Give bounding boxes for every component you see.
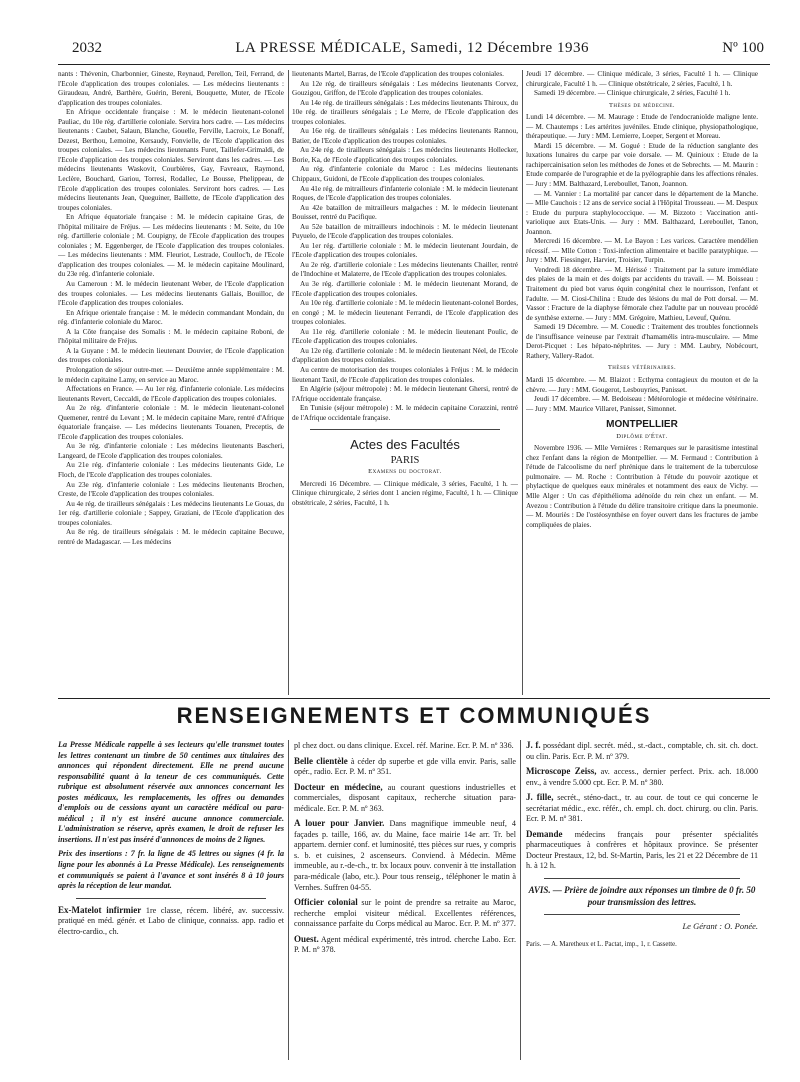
- column-paragraph: Au 4e rég. de tirailleurs sénégalais : Les médecins lieutenants Le Gouas, du 1er rég. d'artillerie coloniale ; Sappey, Graziani, de l'Ecole d'application des troupes coloniales.: [58, 499, 284, 527]
- thesis-entry: Lundi 14 décembre. — M. Maurage : Etude de l'endocranioïde maligne lente. — M. Chautemps : Les artérites juvéniles. Etude clinique, physiopathologique, thérapeutique. — Jury : MM. Lemierre, Loeper, Sergent et Moreau.: [526, 113, 758, 141]
- notice-text: La Presse Médicale rappelle à ses lecteurs qu'elle transmet toutes les lettres contenant un timbre de 50 centimes aux titulaires des annonces qui répondent directement. Elle ne prend aucune responsabilité quant à la teneur de ces communiqués. Cette rubrique est absolument réservée aux annonces concernant les postes médicaux, les remplacements, les offres ou demandes d'emplois ou de cessions ayant un caractère médical ou para-médical ; il n'y est inséré aucune annonce commerciale. L'administration se réserve, après examen, le droit de refuser les insertions. Il n'est pas inséré d'annonces de moins de 2 lignes.: [58, 740, 284, 844]
- column-paragraph: Au 12e rég. de tirailleurs sénégalais : Les médecins lieutenants Corvez, Gouzigou, Griffon, de l'Ecole d'application des troupes coloniales.: [292, 79, 518, 98]
- column-paragraph: En Afrique orientale française : M. le médecin commandant Mondain, du rég. d'infanterie coloniale du Maroc.: [58, 308, 284, 327]
- montpellier-title: MONTPELLIER: [606, 419, 678, 431]
- column-paragraph: Au Cameroun : M. le médecin lieutenant Weber, de l'Ecole d'application des troupes coloniales. — Les médecins lieutenants Gallais, Bouilloc, de l'Ecole d'application des troupes coloniales.: [58, 280, 284, 308]
- price-text: Prix des insertions : 7 fr. la ligne de 45 lettres ou signes (4 fr. la ligne pour les abonnés à La Presse Médicale). Les renseignements et communiqués se paient à l'avance et sont insérés 8 à 10 jours après la réception de leur mandat.: [58, 849, 284, 891]
- column-paragraph: Au 2e rég. d'artillerie coloniale : Les médecins lieutenants Chailler, rentré de l'Indochine et Malaterre, de l'Ecole d'application des troupes coloniales.: [292, 260, 518, 279]
- banner-rule: [58, 698, 770, 699]
- thesis-entry: Mardi 15 décembre. — M. Gogué : Etude de la réduction sanglante des luxations lunaires du carpe par voie dorsale. — M. Quinioux : Etude de la rachipercainisation selon les méthodes de Jones et de Sebrechts. — M. Maurin : Etude comparée de l'urographie et de la pyélographie dans les affections rénales. — Jury : MM. Balthazard, Lereboullet, Tanon, Joannon.: [526, 141, 758, 189]
- column-divider: [520, 740, 521, 1060]
- column-2: [292, 70, 518, 695]
- classified-ad: [526, 792, 758, 825]
- ad-lead: Belle clientèle: [294, 755, 348, 766]
- avis-notice: AVIS. — Prière de joindre aux réponses un timbre de 0 fr. 50 pour transmission des lettres.: [528, 885, 756, 907]
- classified-ad: [294, 756, 516, 778]
- column-paragraph: Au 3e rég. d'infanterie coloniale : Les médecins lieutenants Bascheri, Langeard, de l'Ecole d'application des troupes coloniales.: [58, 442, 284, 460]
- column-divider: [522, 70, 523, 695]
- actes-city: PARIS: [390, 454, 420, 466]
- column-paragraph: A la Guyane : M. le médecin lieutenant Douvier, de l'Ecole d'application des troupes coloniales.: [58, 346, 284, 365]
- journal-title: LA PRESSE MÉDICALE, Samedi, 12 Décembre 1936: [235, 40, 589, 56]
- column-paragraph: Au 52e bataillon de mitrailleurs indochinois : M. le médecin lieutenant Puyuelo, de l'Ecole d'application des troupes coloniales.: [292, 222, 518, 241]
- column-paragraph: Samedi 19 décembre. — Clinique chirurgicale, 2 séries, Faculté 1 h.: [534, 89, 731, 98]
- column-divider: [288, 70, 289, 695]
- ad-lead: A louer pour Janvier.: [294, 818, 385, 829]
- theses-veterinaires-heading: Thèses vétérinaires.: [607, 364, 677, 372]
- ad-text: av. access., dernier perfect. Prix. ach. 18.000 env., à vendre 5.000 cpt. Ecr. P. M. nº 380.: [526, 767, 759, 787]
- announcements-column-1: [58, 740, 284, 941]
- ad-lead: Demande: [526, 828, 563, 839]
- thesis-entry: Jeudi 17 décembre. — M. Bedoiseau : Météorologie et médecine vétérinaire. — Jury : MM. Maurice Villaret, Panisset, Simonnet.: [526, 395, 758, 413]
- thesis-entry: Vendredi 18 décembre. — M. Hérissé : Traitement par la suture immédiate des plaies de la main et des doigts par accidents du travail. — M. Boisseau : Traitement du pied bot varus équin congénital chez le nourrisson, l'enfant et l'adulte. — M. Ciosi-Chilina : Etude des lésions du mal de Pott dorsal. — M. Vassor : Fracture de la diaphyse fémorale chez l'adulte par un nouveau procédé de synthèse externe. — Jury : MM. Grégoire, Mathieu, Leveuf, Quénu.: [526, 265, 758, 322]
- column-paragraph: Au 23e rég. d'infanterie coloniale : Les médecins lieutenants Brochen, Creste, de l'Ecole d'application des troupes coloniales.: [58, 480, 284, 499]
- ad-text: secrét., sténo-dact., tr. au cour. de tout ce qui concerne le secrétariat médic., exc. référ., ch. empl. ch. doct. chirurg. ou clin. Paris. Ecr. P. M. nº 381.: [526, 793, 758, 824]
- column-paragraph: Au 12e rég. d'artillerie coloniale : M. le médecin lieutenant Néel, de l'Ecole d'application des troupes coloniales.: [292, 346, 518, 365]
- column-paragraph: A la Côte française des Somalis : M. le médecin capitaine Roboni, de l'hôpital militaire de Fréjus.: [58, 327, 284, 346]
- ad-lead: Ex-Matelot infirmier: [58, 904, 142, 915]
- ad-text: sur le point de prendre sa retraite au Maroc, recherche emploi visiteur médical. Excellentes références, connaissance parfaite du Corps médical au Maroc. Ecr. P. M. nº 377.: [294, 898, 517, 929]
- classified-ad: [526, 829, 758, 872]
- column-paragraph: Au 24e rég. de tirailleurs sénégalais : Les médecins lieutenants Hollecker, Borie, Ka, de l'Ecole d'application des troupes coloniales.: [292, 146, 518, 164]
- header-rule: [58, 64, 770, 65]
- column-paragraph: Au centre de motorisation des troupes coloniales à Fréjus : M. le médecin lieutenant Taxil, de l'Ecole d'application des troupes coloniales.: [292, 365, 518, 384]
- ad-lead: Docteur en médecine,: [294, 781, 383, 792]
- ad-lead: Ouest.: [294, 933, 319, 944]
- theses-medecine-list: [526, 113, 758, 361]
- column-paragraph: Au 3e rég. d'artillerie coloniale : M. le médecin lieutenant Morand, de l'Ecole d'application des troupes coloniales.: [292, 280, 518, 298]
- renseignements-banner: RENSEIGNEMENTS ET COMMUNIQUÉS: [176, 703, 652, 728]
- classified-ad: [526, 740, 758, 762]
- column-paragraph: Au 16e rég. de tirailleurs sénégalais : Les médecins lieutenants Rannou, Batier, de l'Ecole d'application des troupes coloniales.: [292, 127, 518, 145]
- avis-rule: [544, 914, 740, 915]
- column-paragraph: Affectations en France. — Au 1er rég. d'infanterie coloniale. Les médecins lieutenants Revert, Ceccaldi, de l'Ecole d'application des troupes coloniales.: [58, 385, 284, 403]
- column-paragraph: Prolongation de séjour outre-mer. — Deuxième année supplémentaire : M. le médecin capitaine Lamy, en service au Maroc.: [58, 365, 284, 384]
- actes-title: Actes des Facultés: [350, 437, 460, 453]
- actes-subtitle: Examens du doctorat.: [368, 468, 442, 476]
- column-paragraph: En Afrique occidentale française : M. le médecin lieutenant-colonel Pauliac, du 10e rég. d'artillerie coloniale. Servira hors cadre. — Les médecins lieutenants : Caubet, Salaun, Blanche, Gouelle, Ferville, Lacroix, Le Bonaff, Dezest, Berthou, Lemoine, Kersaudy, Fonvielle, de l'Ecole d'application des troupes coloniales. — Les médecins lieutenants Furet, Taillefer-Grimaldi, de l'Ecole d'application des troupes coloniales. Serviront dans les cadres. — Les médecins lieutenants Waskovit, Courbières, Gay, Favreaux, Raymond, Leclère, Bouchard, Gariou, Torresi, Rodallec, Le Bousse, Phelippeau, de l'Ecole d'application des troupes coloniales. Serviront hors cadres. — Les médecins lieutenants Jean, Queguiner, Baillette, de l'Ecole d'application des troupes coloniales.: [58, 108, 284, 212]
- page-number: 2032: [72, 40, 102, 56]
- ad-text: à céder dp superbe et gde villa envir. Paris, salle opér., radio. Ecr. P. M. nº 351.: [294, 756, 517, 777]
- classified-ad: [526, 766, 758, 788]
- avis-rule: [544, 878, 740, 879]
- classified-ad: [294, 782, 516, 815]
- classified-ad: [294, 818, 516, 893]
- column-paragraph: Au rég. d'infanterie coloniale du Maroc : Les médecins lieutenants Chippaux, Guidoni, de l'Ecole d'application des troupes coloniales.: [292, 165, 518, 184]
- ad-lead: J. fille,: [526, 792, 554, 803]
- issue-number: Nº 100: [722, 40, 764, 56]
- ad-text: au courant questions industrielles et commerciales, disposant capitaux, recherche situation para-médicale. Ecr. P. M. nº 363.: [294, 782, 517, 813]
- montpellier-subtitle: Diplôme d'État.: [616, 432, 668, 440]
- ad-text: 1re classe, récem. libéré, av. successiv. pratiqué en méd. génér. et Labo de clinique, connaiss. app. radio et électro-cardio., ch.: [58, 905, 285, 936]
- column-divider: [288, 740, 289, 1060]
- thesis-entry: Mercredi 16 décembre. — M. Le Bayon : Les varices. Caractère mendélien récessif. — Mlle Cotton : Toxi-infection alimentaire et bacille paratyphique. — Jury : MM. Fiessinger, Harvier, Troisier, Turpin.: [526, 237, 758, 265]
- ad-text: médecins français pour présenter spécialités pharmaceutiques à confrères et hôpitaux province. Se présenter Docteur Prestaux, 12, bd. St-Martin, Paris, les 21 et 22 Décembre de 11 h. à 12 h.: [526, 829, 759, 871]
- column-paragraph: Au 41e rég. de mitrailleurs d'infanterie coloniale : M. le médecin lieutenant Roques, de l'Ecole d'application des troupes coloniales.: [292, 184, 518, 203]
- column-paragraph: Au 14e rég. de tirailleurs sénégalais : Les médecins lieutenants Thiroux, du 10e rég. de tirailleurs sénégalais ; Le Merre, de l'Ecole d'application des troupes coloniales.: [292, 98, 518, 126]
- ad-text: pl chez doct. ou dans clinique. Excel. réf. Marine. Ecr. P. M. nº 336.: [294, 741, 514, 750]
- section-divider: [310, 429, 500, 430]
- page-header: [72, 40, 764, 62]
- printer-imprint: Paris. — A. Maretheux et L. Pactat, imp., 1, r. Cassette.: [526, 940, 677, 948]
- classified-ad: [294, 897, 516, 930]
- actes-text: Mercredi 16 Décembre. — Clinique médicale, 3 séries, Faculté, 1 h. — Clinique chirurgicale, 2 séries dont 1 ancien régime, Faculté, 1 h. — Clinique obstétricale, 2 séries, Faculté, 1 h.: [292, 479, 518, 507]
- column-1: [58, 70, 284, 695]
- ad-lead: Microscope Zeiss,: [526, 766, 597, 777]
- column-paragraph: En Afrique équatoriale française : M. le médecin capitaine Gras, de l'hôpital militaire de Fréjus. — Les médecins lieutenants : M. Seite, du 10e rég. d'artillerie coloniale ; M. Coupigny, de l'Ecole d'application des troupes coloniales ; M. Eggenberger, de l'Ecole d'application des troupes coloniales. — Les médecins lieutenants : MM. Fleuriot, Lestrade, Coulloc'h, de l'Ecole d'application des troupes coloniales. — M. le médecin capitaine Moulinard, du 23e rég. d'infanterie coloniale.: [58, 213, 284, 279]
- column-paragraph: Au 21e rég. d'infanterie coloniale : Les médecins lieutenants Gide, Le Floch, de l'Ecole d'application des troupes coloniales.: [58, 461, 284, 479]
- column-paragraph: lieutenants Martel, Barras, de l'Ecole d'application des troupes coloniales.: [292, 70, 504, 78]
- column-3: [526, 70, 758, 695]
- classified-ad: [58, 905, 284, 938]
- ad-text: Agent médical expérimenté, très introd. cherche Labo. Ecr. P. M. nº 378.: [294, 934, 517, 955]
- classified-ad: [294, 934, 516, 956]
- theses-veterinaires-list: [526, 376, 758, 414]
- announcements-column-3: [526, 740, 758, 950]
- column-paragraph: En Tunisie (séjour métropole) : M. le médecin capitaine Corazzini, rentré de l'Afrique occidentale française.: [292, 404, 518, 422]
- column-2-text: [292, 70, 518, 423]
- column-paragraph: En Algérie (séjour métropole) : M. le médecin lieutenant Ghersi, rentré de l'Afrique occidentale française.: [292, 385, 518, 403]
- ad-lead: Officier colonial: [294, 897, 358, 908]
- montpellier-text: Novembre 1936. — Mlle Vernières : Remarques sur le parasitisme intestinal chez l'enfant dans la région de Montpellier. — M. Fermaud : Contribution à l'étude de l'alcoolisme du nerf phrénique dans le traitement de la tuberculose pulmonaire. — M. Roche : Contribution à l'étude du pouvoir azotique et phylactique de quelques eaux minérales et notamment des eaux de Vichy. — Mlle Alger : Un cas d'épithélioma adénoïde du rein chez un enfant. — M. Avezou : Contribution à l'étude du délire transitoire critique dans la pneumonie. — M. Mouriès : De l'ostéosynthèse en foyer ouvert dans les fractures de jambe compliquées de plaies.: [526, 444, 758, 529]
- column-paragraph: nants : Thévenin, Charbonnier, Gineste, Reynaud, Perellon, Teil, Ferrand, de l'Ecole d'application des troupes coloniales. — Les médecins lieutenants : Giraudeau, André, Barthère, Guérin, Bereni, Bouquette, Muter, de l'Ecole d'application des troupes coloniales.: [58, 70, 284, 107]
- gerant-signature: Le Gérant : O. Ponée.: [682, 921, 758, 932]
- column-paragraph: Jeudi 17 décembre. — Clinique médicale, 3 séries, Faculté 1 h. — Clinique chirurgicale, Faculté 1 h. — Clinique obstétricale, 2 séries, Faculté, 1 h.: [526, 70, 758, 88]
- thesis-entry: — M. Vannier : La mortalité par cancer dans le département de la Manche. — Mlle Cauchois : 12 ans de service social à l'Hôpital Trousseau. — M. Despux : Etude du purpura staphylococcique. — M. Bizzoto : Vaccination anti-variolique aux Etats-Unis. — Jury : MM. Balthazard, Lereboullet, Tanon, Joannon.: [526, 189, 758, 236]
- column-paragraph: Au 10e rég. d'artillerie coloniale : M. le médecin lieutenant-colonel Bordes, en congé ; M. le médecin lieutenant Ferrandi, de l'Ecole d'application des troupes coloniales.: [292, 299, 518, 327]
- announcement-divider: [76, 898, 266, 899]
- column-paragraph: Au 1er rég. d'artillerie coloniale : M. le médecin lieutenant Jourdain, de l'Ecole d'application des troupes coloniales.: [292, 241, 518, 260]
- thesis-entry: Mardi 15 décembre. — M. Blaizot : Ecthyma contagieux du mouton et de la chèvre. — Jury : MM. Gougerot, Lesbouyries, Panisset.: [526, 375, 758, 394]
- thesis-entry: Samedi 19 Décembre. — M. Couedic : Traitement des troubles fonctionnels de l'insuffisance veineuse par l'extrait d'hamamélis intra-musculaire. — Mme Derot-Picquet : Les hépato-néphrites. — Jury : MM. Laubry, Nobécourt, Rathery, Vallery-Radot.: [526, 323, 758, 360]
- ad-lead: J. f.: [526, 740, 541, 750]
- column-3-text: [526, 70, 758, 99]
- classified-ad: [294, 740, 516, 752]
- announcements-list: [526, 740, 758, 872]
- ad-text: possédant dipl. secrét. méd., st.-dact., comptable, ch. sit. ch. doct. ou clin. Paris. Ecr. P. M. nº 379.: [526, 741, 758, 761]
- column-paragraph: Au 42e bataillon de mitrailleurs malgaches : M. le médecin lieutenant Bouisset, rentré du Pacifique.: [292, 203, 518, 222]
- theses-medecine-heading: Thèses de médecine.: [608, 101, 676, 109]
- announcements-column-2: [294, 740, 516, 960]
- ad-text: Dans magnifique immeuble neuf, 4 façades p. taille, 166, av. du Maine, face mairie 14e arr. Tr. bel appartem. dernier conf. et luminosité, ttes pièces sur rues, y compris s. b. et cuisines, 2 ascenseurs. Conviend. à Médecin. Même immeuble, au r.-de-ch., tr. bx locaux pouv. convenir à tte installation para-médicale (labo, etc.). Pour tous renseig., téléphoner le matin à Vernhes. Suffren 04-55.: [294, 819, 516, 892]
- column-paragraph: Au 11e rég. d'artillerie coloniale : M. le médecin lieutenant Poulic, de l'Ecole d'application des troupes coloniales.: [292, 327, 518, 346]
- column-paragraph: Au 8e rég. de tirailleurs sénégalais : M. le médecin capitaine Becuwe, rentré de Madagascar. — Les médecins: [58, 528, 284, 546]
- column-paragraph: Au 2e rég. d'infanterie coloniale : M. le médecin lieutenant-colonel Quemener, rentré du Levant ; M. le médecin capitaine Mare, rentré d'Afrique équatoriale française. — Les médecins lieutenants Touanen, Preceptis, de l'Ecole d'application des troupes coloniales.: [58, 404, 284, 441]
